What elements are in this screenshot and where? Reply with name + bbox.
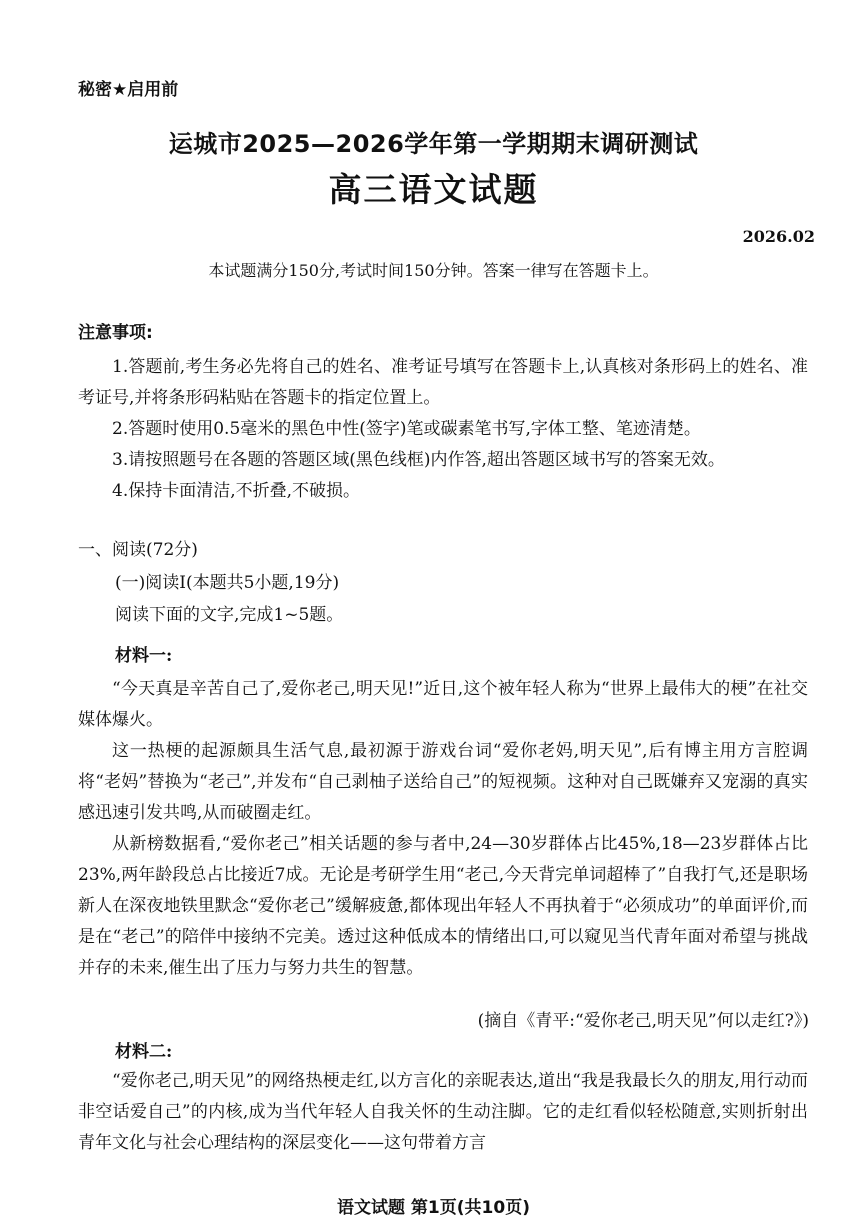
material2-paragraph: “爱你老己,明天见”的网络热梗走红,以方言化的亲昵表达,道出“我是我最长久的朋友,用行动而非空话爱自己”的内核,成为当代年轻人自我关怀的生动注脚。它的走红看似轻松随意,实则折射出青年文化与社会心理结构的深层变化——这句带着方言 (78, 1071, 808, 1153)
subsection-title: (一)阅读Ⅰ(本题共5小题,19分) (115, 573, 340, 593)
notice-heading: 注意事项: (78, 323, 153, 343)
notice-item: 1.答题前,考生务必先将自己的姓名、准考证号填写在答题卡上,认真核对条形码上的姓名、准考证号,并将条形码粘贴在答题卡的指定位置上。 (78, 357, 808, 408)
material1-paragraph: “今天真是辛苦自己了,爱你老己,明天见!”近日,这个被年轻人称为“世界上最伟大的梗”在社交媒体爆火。 (78, 679, 808, 730)
section-instruction: 阅读下面的文字,完成1~5题。 (115, 605, 344, 625)
notice-item: 3.请按照题号在各题的答题区域(黑色线框)内作答,超出答题区域书写的答案无效。 (112, 450, 725, 470)
notice-list (78, 352, 808, 507)
notice-item: 2.答题时使用0.5毫米的黑色中性(签字)笔或碳素笔书写,字体工整、笔迹清楚。 (112, 419, 701, 439)
material1-paragraph: 从新榜数据看,“爱你老己”相关话题的参与者中,24—30岁群体占比45%,18—23岁群体占比23%,两年龄段总占比接近7成。无论是考研学生用“老己,今天背完单词超棒了”自我打气,还是职场新人在深夜地铁里默念“爱你老己”缓解疲惫,都体现出年轻人不再执着于“必须成功”的单面评价,而是在“老己”的陪伴中接纳不完美。透过这种低成本的情绪出口,可以窥见当代青年面对希望与挑战并存的未来,催生出了压力与努力共生的智慧。 (78, 834, 808, 978)
page-footer: 语文试题 第1页(共10页) (337, 1198, 530, 1218)
section-title: 一、阅读(72分) (78, 540, 198, 560)
subject-title: 高三语文试题 (328, 170, 539, 209)
material1-paragraph: 这一热梗的起源颇具生活气息,最初源于游戏台词“爱你老妈,明天见”,后有博主用方言腔调将“老妈”替换为“老己”,并发布“自己剥柚子送给自己”的短视频。这种对自己既嫌弃又宠溺的真实感迅速引发共鸣,从而破圈走红。 (78, 741, 808, 823)
exam-date: 2026.02 (742, 227, 815, 246)
material2-label: 材料二: (115, 1042, 173, 1062)
notice-item: 4.保持卡面清洁,不折叠,不破损。 (112, 481, 361, 501)
material1-label: 材料一: (115, 646, 173, 666)
material1-source: (摘自《青平:“爱你老己,明天见”何以走红?》) (477, 1011, 809, 1031)
exam-title: 运城市2025—2026学年第一学期期末调研测试 (168, 130, 699, 158)
material2-body (78, 1066, 808, 1159)
exam-info: 本试题满分150分,考试时间150分钟。答案一律写在答题卡上。 (208, 261, 659, 280)
material1-body (78, 674, 808, 984)
secret-label: 秘密★启用前 (78, 80, 179, 100)
